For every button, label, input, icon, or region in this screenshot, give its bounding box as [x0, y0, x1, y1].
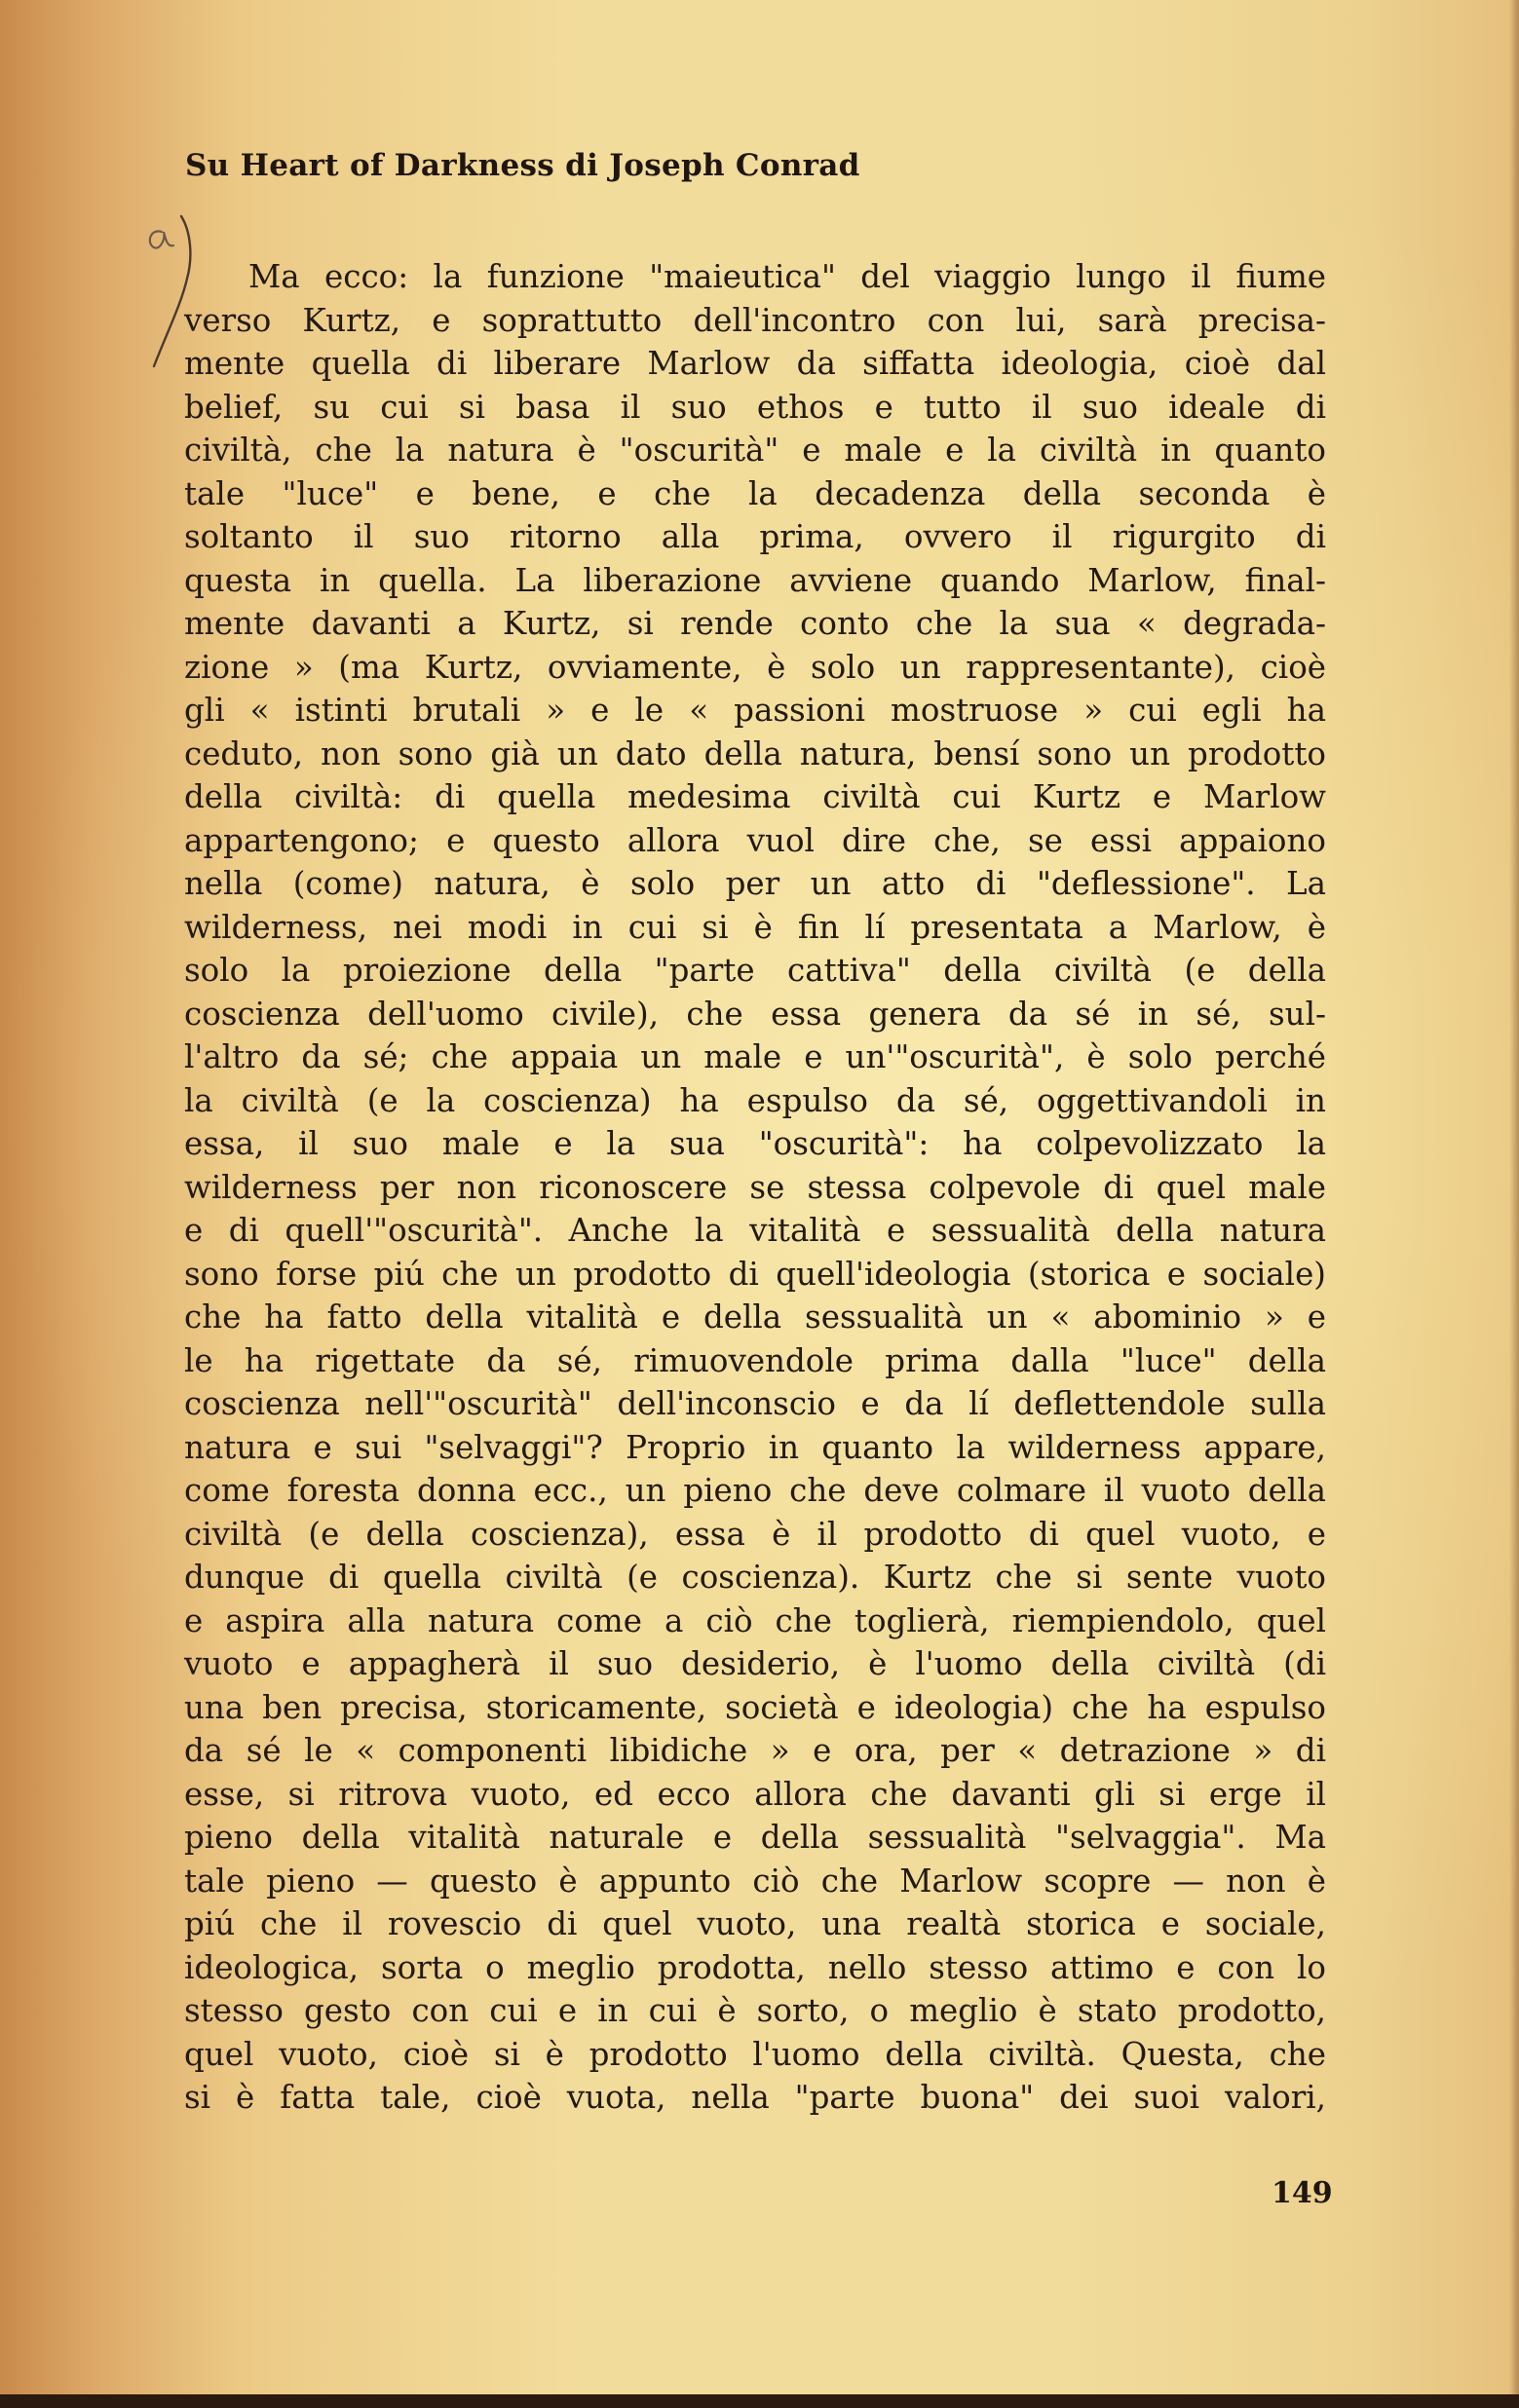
body-text — [184, 255, 1326, 2120]
text-line: e aspira alla natura come a ciò che toglierà, riempiendolo, quel — [184, 1601, 1326, 1639]
text-line: una ben precisa, storicamente, società e ideologia) che ha espulso — [184, 1688, 1326, 1726]
text-line: coscienza nell'"oscurità" dell'inconscio e da lí deflettendole sulla — [184, 1385, 1326, 1422]
text-line: civiltà, che la natura è "oscurità" e male e la civiltà in quanto — [184, 432, 1326, 469]
text-line: civiltà (e della coscienza), essa è il prodotto di quel vuoto, e — [184, 1515, 1326, 1553]
text-line: belief, su cui si basa il suo ethos e tutto il suo ideale di — [184, 388, 1326, 426]
text-line: nella (come) natura, è solo per un atto di "deflessione". La — [184, 865, 1326, 902]
running-head: Su Heart of Darkness di Joseph Conrad — [185, 148, 860, 183]
text-line: mente davanti a Kurtz, si rende conto che la sua « degrada- — [184, 605, 1326, 642]
text-line: solo la proiezione della "parte cattiva" della civiltà (e della — [184, 952, 1326, 989]
text-line: la civiltà (e la coscienza) ha espulso da sé, oggettivandoli in — [184, 1081, 1326, 1119]
text-line: wilderness, nei modi in cui si è fin lí presentata a Marlow, è — [184, 908, 1326, 946]
text-line: che ha fatto della vitalità e della sessualità un « abominio » e — [184, 1298, 1326, 1336]
text-line: mente quella di liberare Marlow da siffatta ideologia, cioè dal — [184, 345, 1326, 382]
text-line: e di quell'"oscurità". Anche la vitalità e sessualità della natura — [184, 1212, 1326, 1249]
text-line: quel vuoto, cioè si è prodotto l'uomo della civiltà. Questa, che — [184, 2035, 1326, 2073]
text-line: appartengono; e questo allora vuol dire che, se essi appaiono — [184, 821, 1326, 859]
text-line: coscienza dell'uomo civile), che essa genera da sé in sé, sul- — [184, 995, 1326, 1033]
page-edge-shadow — [1509, 0, 1519, 2408]
text-line: zione » (ma Kurtz, ovviamente, è solo un rappresentante), cioè — [184, 648, 1326, 686]
text-line: ideologica, sorta o meglio prodotta, nello stesso attimo e con lo — [184, 1948, 1326, 1986]
text-line: ceduto, non sono già un dato della natura, bensí sono un prodotto — [184, 734, 1326, 772]
page-number: 149 — [1272, 2176, 1333, 2210]
text-line: wilderness per non riconoscere se stessa colpevole di quel male — [184, 1168, 1326, 1206]
text-line: si è fatta tale, cioè vuota, nella "parte buona" dei suoi valori, — [184, 2079, 1326, 2116]
text-line: tale "luce" e bene, e che la decadenza della seconda è — [184, 474, 1326, 512]
text-line: vuoto e appagherà il suo desiderio, è l'uomo della civiltà (di — [184, 1645, 1326, 1682]
text-line: essa, il suo male e la sua "oscurità": ha colpevolizzato la — [184, 1125, 1326, 1162]
text-line: verso Kurtz, e soprattutto dell'incontro con lui, sarà precisa- — [184, 301, 1326, 339]
text-line: le ha rigettate da sé, rimuovendole prima dalla "luce" della — [184, 1341, 1326, 1379]
text-line: esse, si ritrova vuoto, ed ecco allora che davanti gli si erge il — [184, 1775, 1326, 1813]
page-bottom-edge — [0, 2394, 1519, 2408]
text-line: natura e sui "selvaggi"? Proprio in quanto la wilderness appare, — [184, 1428, 1326, 1466]
text-line: soltanto il suo ritorno alla prima, ovvero il rigurgito di — [184, 518, 1326, 555]
text-line: tale pieno — questo è appunto ciò che Marlow scopre — non è — [184, 1862, 1326, 1900]
text-line: Ma ecco: la funzione "maieutica" del viaggio lungo il fiume — [248, 258, 1326, 295]
text-line: pieno della vitalità naturale e della sessualità "selvaggia". Ma — [184, 1819, 1326, 1856]
text-line: stesso gesto con cui e in cui è sorto, o meglio è stato prodotto, — [184, 1992, 1326, 2029]
text-line: da sé le « componenti libidiche » e ora, per « detrazione » di — [184, 1732, 1326, 1769]
text-line: dunque di quella civiltà (e coscienza). Kurtz che si sente vuoto — [184, 1559, 1326, 1596]
text-line: piú che il rovescio di quel vuoto, una realtà storica e sociale, — [184, 1905, 1326, 1942]
text-line: gli « istinti brutali » e le « passioni mostruose » cui egli ha — [184, 692, 1326, 729]
text-line: della civiltà: di quella medesima civiltà cui Kurtz e Marlow — [184, 778, 1326, 815]
text-line: sono forse piú che un prodotto di quell'ideologia (storica e sociale) — [184, 1255, 1326, 1293]
text-line: l'altro da sé; che appaia un male e un'"oscurità", è solo perché — [184, 1038, 1326, 1075]
text-line: come foresta donna ecc., un pieno che deve colmare il vuoto della — [184, 1472, 1326, 1509]
text-line: questa in quella. La liberazione avviene quando Marlow, final- — [184, 561, 1326, 599]
